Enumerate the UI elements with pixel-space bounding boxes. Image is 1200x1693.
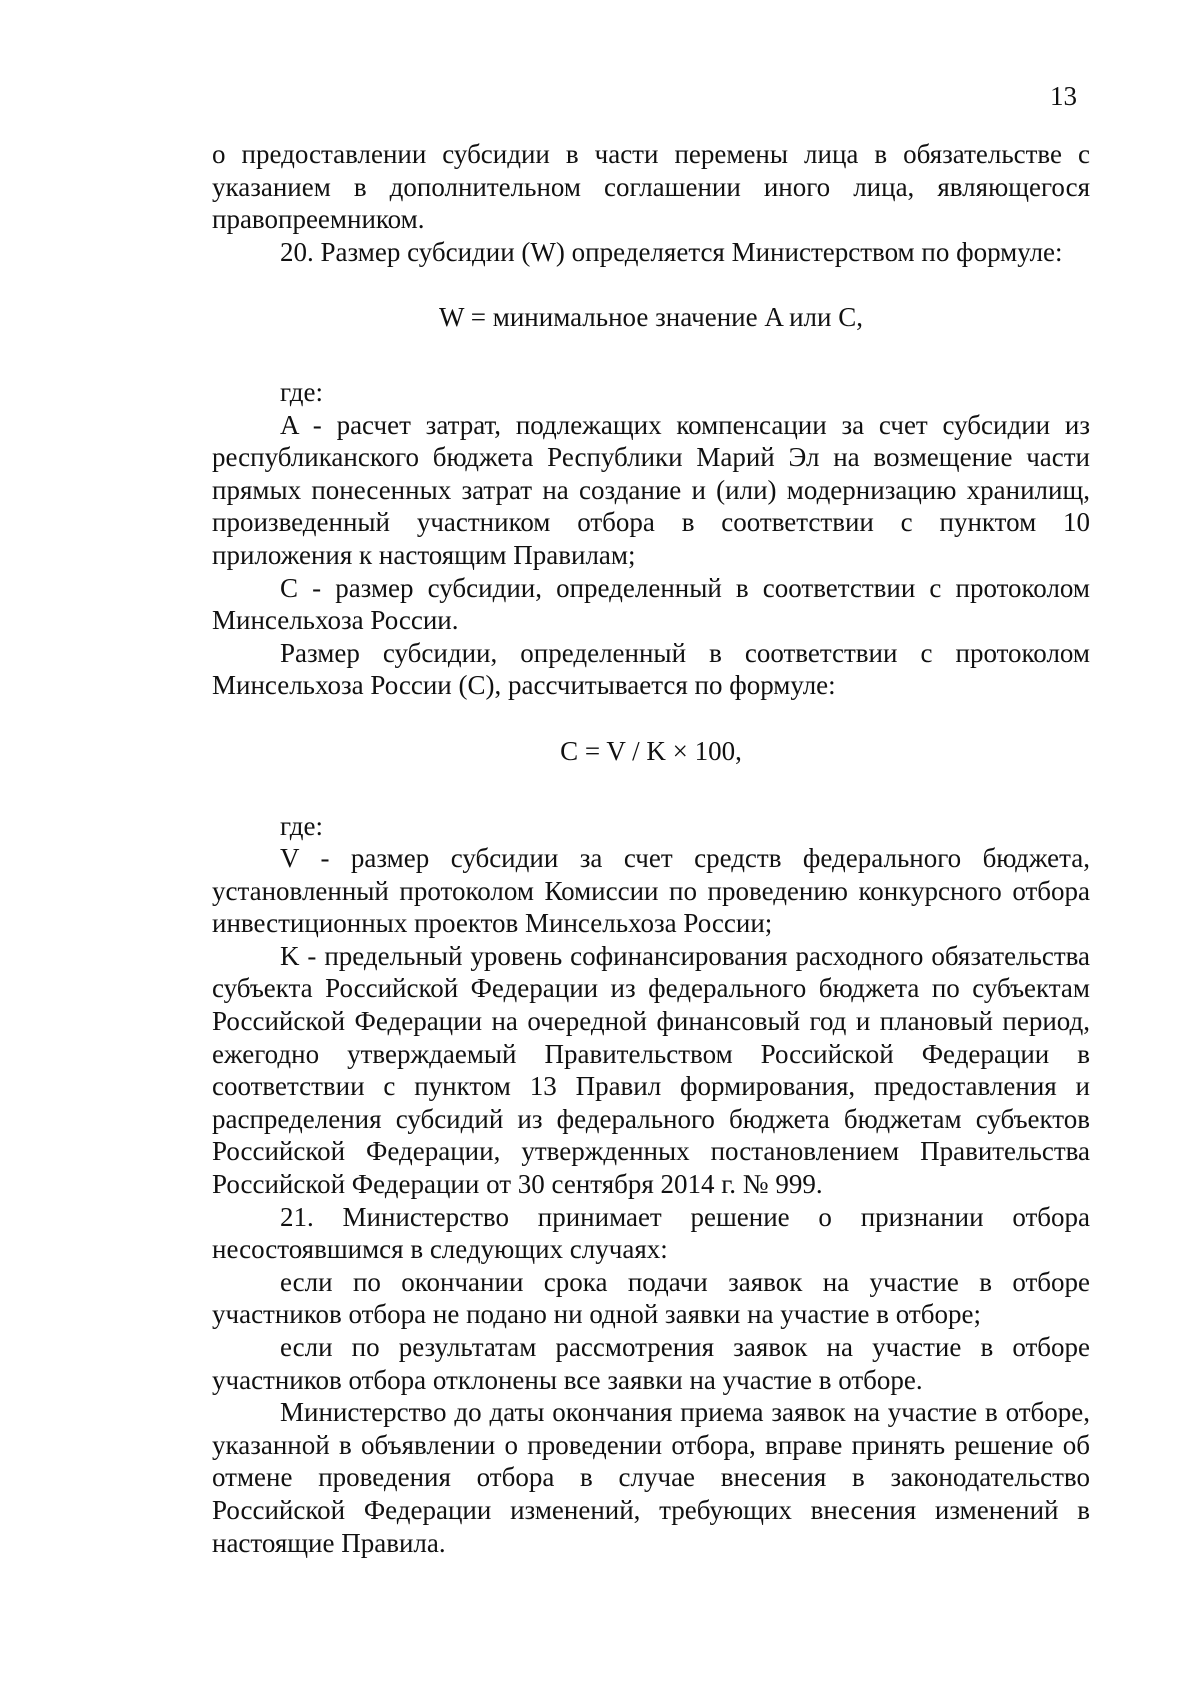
- paragraph-clause-21: 21. Министерство принимает решение о признании отбора несостоявшимся в следующих случаях:: [212, 1201, 1090, 1265]
- case-no-applications: если по окончании срока подачи заявок на участие в отборе участников отбора не подано ни одной заявки на участие в отборе;: [212, 1266, 1090, 1330]
- definition-a: A - расчет затрат, подлежащих компенсации за счет субсидии из республиканского бюджета Республики Марий Эл на возмещение части прямых понесенных затрат на создание и (или) модернизацию хранилищ, произведенный участником отбора в соответствии с пунктом 10 приложения к настоящим Правилам;: [212, 409, 1090, 570]
- definition-k: K - предельный уровень софинансирования расходного обязательства субъекта Российской Федерации из федерального бюджета по субъектам Российской Федерации на очередной финансовый год и плановый период, ежегодно утверждаемый Правительством Российской Федерации в соответствии с пунктом 13 Правил формирования, предоставления и распределения субсидий из федерального бюджета бюджетам субъектов Российской Федерации, утвержденных постановлением Правительства Российской Федерации от 30 сентября 2014 г. № 999.: [212, 940, 1090, 1200]
- document-body: [212, 138, 1090, 1559]
- paragraph-clause-20: 20. Размер субсидии (W) определяется Министерством по формуле:: [280, 236, 1063, 267]
- formula-w: W = минимальное значение A или C,: [439, 302, 863, 333]
- formula-where-label: где:: [280, 376, 323, 407]
- formula-c: C = V / K × 100,: [560, 735, 742, 766]
- paragraph-c-calculation: Размер субсидии, определенный в соответствии с протоколом Минсельхоза России (C), рассчитывается по формуле:: [212, 637, 1090, 701]
- page-number: 13: [1050, 81, 1077, 111]
- formula-where-label-2: где:: [280, 810, 323, 841]
- definition-c: C - размер субсидии, определенный в соответствии с протоколом Минсельхоза России.: [212, 572, 1090, 636]
- paragraph-cancellation: Министерство до даты окончания приема заявок на участие в отборе, указанной в объявлении о проведении отбора, вправе принять решение об отмене проведения отбора в случае внесения в законодательство Российской Федерации изменений, требующих внесения изменений в настоящие Правила.: [212, 1397, 1090, 1558]
- case-all-rejected: если по результатам рассмотрения заявок на участие в отборе участников отбора отклонены все заявки на участие в отборе.: [212, 1332, 1090, 1395]
- definition-v: V - размер субсидии за счет средств федерального бюджета, установленный протоколом Комиссии по проведению конкурсного отбора инвестиционных проектов Минсельхоза России;: [212, 843, 1090, 939]
- paragraph-continuation: о предоставлении субсидии в части перемены лица в обязательстве с указанием в дополнительном соглашении иного лица, являющегося правопреемником.: [212, 139, 1090, 235]
